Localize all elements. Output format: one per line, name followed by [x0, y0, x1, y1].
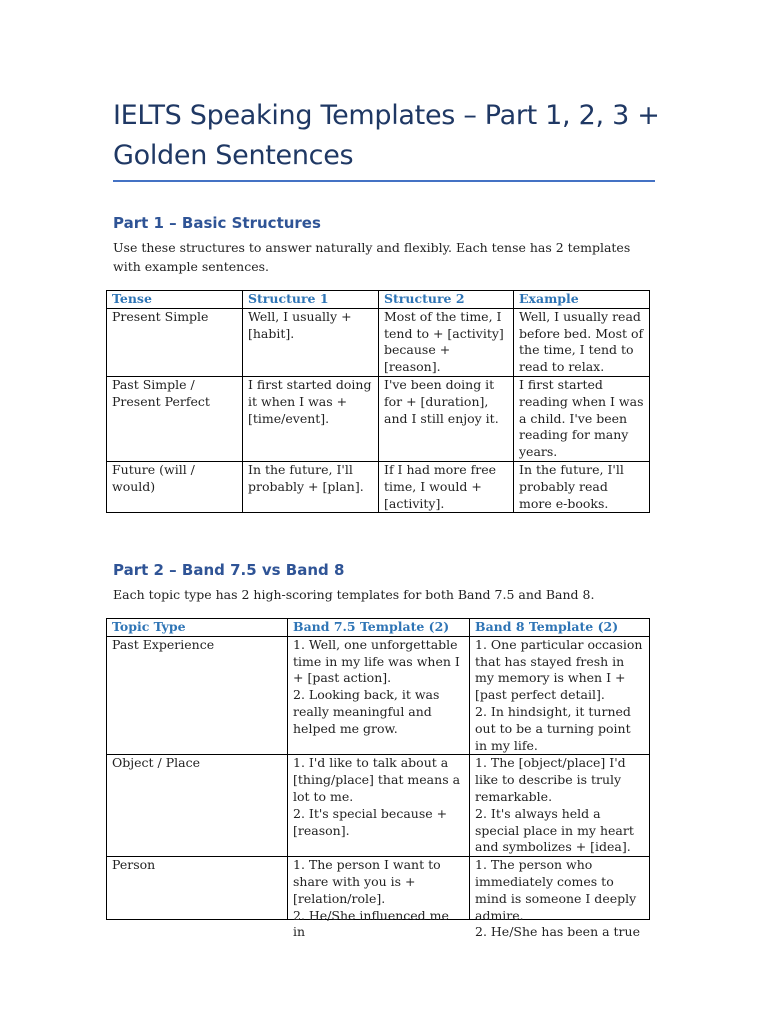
table-cell: I first started reading when I was a child. I've been reading for many years.: [514, 376, 650, 461]
table-cell-text: 1. The person I want to share with you is + [relation/role]. 2. He/She influenced me in: [293, 857, 449, 940]
col-header-structure-1: Structure 1: [243, 291, 379, 309]
table-cell: In the future, I'll probably read more e-books.: [514, 461, 650, 512]
col-header-band-8: Band 8 Template (2): [470, 619, 650, 637]
table-row: [107, 461, 650, 512]
table-row: [107, 636, 650, 755]
part2-intro: Each topic type has 2 high-scoring templates for both Band 7.5 and Band 8.: [113, 587, 595, 602]
part1-table: [106, 290, 650, 513]
table-cell: Present Simple: [107, 308, 243, 376]
table-cell: [470, 857, 650, 940]
table-cell: 1. I'd like to talk about a [thing/place] that means a lot to me. 2. It's special because + [reason].: [288, 755, 470, 857]
table-cell: [288, 857, 470, 940]
table-row: [107, 376, 650, 461]
table-cell: If I had more free time, I would + [activity].: [379, 461, 514, 512]
part2-table: [106, 618, 650, 940]
part1-intro: Use these structures to answer naturally and flexibly. Each tense has 2 templates with example sentences.: [113, 240, 631, 274]
table-header-row: [107, 619, 650, 637]
col-header-topic-type: Topic Type: [107, 619, 288, 637]
col-header-example: Example: [514, 291, 650, 309]
table-cell: I've been doing it for + [duration], and I still enjoy it.: [379, 376, 514, 461]
table-row: [107, 857, 650, 920]
table-cell: 1. Well, one unforgettable time in my life was when I + [past action]. 2. Looking back, it was really meaningful and helped me grow.: [288, 636, 470, 755]
table-cell: I first started doing it when I was + [time/event].: [243, 376, 379, 461]
table-cell-text: 1. The person who immediately comes to mind is someone I deeply admire. 2. He/She has been a true: [475, 857, 640, 940]
table-cell: Future (will / would): [107, 461, 243, 512]
table-cell: Past Simple / Present Perfect: [107, 376, 243, 461]
col-header-structure-2: Structure 2: [379, 291, 514, 309]
table-cell: Most of the time, I tend to + [activity] because + [reason].: [379, 308, 514, 376]
table-row: [107, 755, 650, 857]
table-cell: Past Experience: [107, 636, 288, 755]
table-header-row: [107, 291, 650, 309]
col-header-band-75: Band 7.5 Template (2): [288, 619, 470, 637]
table-cell: 1. One particular occasion that has stayed fresh in my memory is when I + [past perfect detail]. 2. In hindsight, it turned out to be a turning point in my life.: [470, 636, 650, 755]
table-cell: Well, I usually read before bed. Most of the time, I tend to read to relax.: [514, 308, 650, 376]
table-cell: In the future, I'll probably + [plan].: [243, 461, 379, 512]
table-cell: Object / Place: [107, 755, 288, 857]
title-underline: [113, 180, 655, 182]
part1-heading: Part 1 – Basic Structures: [113, 214, 321, 232]
page-title: IELTS Speaking Templates – Part 1, 2, 3 + Golden Sentences: [113, 100, 660, 171]
table-cell: [107, 857, 288, 920]
part2-heading: Part 2 – Band 7.5 vs Band 8: [113, 561, 345, 579]
col-header-tense: Tense: [107, 291, 243, 309]
table-row: [107, 308, 650, 376]
table-cell: 1. The [object/place] I'd like to describe is truly remarkable. 2. It's always held a special place in my heart and symbolizes + [idea].: [470, 755, 650, 857]
table-cell: Well, I usually + [habit].: [243, 308, 379, 376]
table-cell-text: Person: [112, 857, 156, 873]
